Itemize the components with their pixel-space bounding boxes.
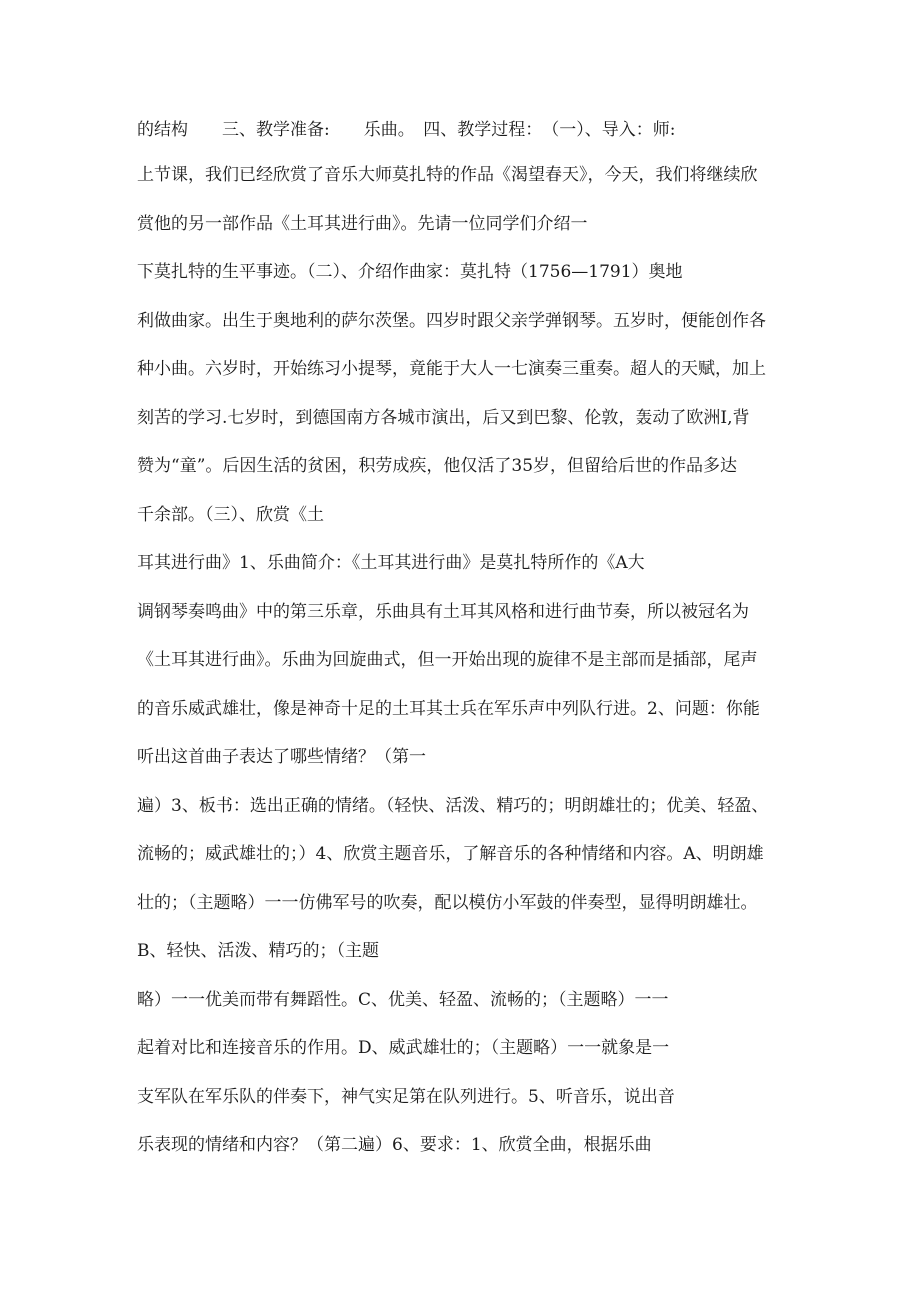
text-line: 利做曲家。出生于奥地利的萨尔茨堡。四岁时跟父亲学弹钢琴。五岁时，便能创作各 [137,311,766,331]
text-line: B、轻快、活泼、精巧的；（主题 [137,941,379,961]
text-line: 《土耳其进行曲》。乐曲为回旋曲式，但一开始出现的旋律不是主部而是插部，尾声 [137,650,758,670]
text-line: 赞为“童”。后因生活的贫困，积劳成疾，他仅活了35岁，但留给后世的作品多达 [137,456,738,476]
text-line: 支军队在军乐队的伴奏下，神气实足第在队列进行。5、听音乐，说出音 [137,1087,675,1107]
text-line: 乐表现的情绪和内容？（第二遍）6、要求：1、欣赏全曲，根据乐曲 [137,1135,652,1155]
text-line: 的结构 三、教学准备: 乐曲。 四、教学过程： （一）、导入：师: [137,120,676,140]
text-line: 遍）3、板书：选出正确的情绪。（轻快、活泼、精巧的；明朗雄壮的；优美、轻盈、 [137,796,769,816]
text-line: 听出这首曲子表达了哪些情绪？（第一 [137,747,426,767]
text-line: 的音乐威武雄壮，像是神奇十足的土耳其士兵在军乐声中列队行进。2、问题：你能 [137,699,760,719]
text-line: 耳其进行曲》1、乐曲简介：《土耳其进行曲》是莫扎特所作的《A大 [137,553,645,573]
text-line: 壮的；（主题略）一一仿佛军号的吹奏，配以模仿小军鼓的伴奏型，显得明朗雄壮。 [137,893,758,913]
text-line: 调钢琴奏鸣曲》中的第三乐章，乐曲具有土耳其风格和进行曲节奏，所以被冠名为 [137,602,749,622]
text-line: 流畅的；威武雄壮的；）4、欣赏主题音乐，了解音乐的各种情绪和内容。A、明朗雄 [137,844,764,864]
text-line: 下莫扎特的生平事迹。（二）、介绍作曲家：莫扎特（1756—1791）奥地 [137,262,683,282]
text-line: 赏他的另一部作品《土耳其进行曲》。先请一位同学们介绍一 [137,214,588,234]
text-line: 刻苦的学习.七岁时，到德国南方各城市演出，后又到巴黎、伦敦，轰动了欧洲I,背 [137,408,750,428]
text-line: 起着对比和连接音乐的作用。D、威武雄壮的；（主题略）一一就象是一 [137,1038,670,1058]
text-line: 上节课，我们已经欣赏了音乐大师莫扎特的作品《渴望春天》，今天，我们将继续欣 [137,165,758,185]
text-line: 千余部。（三）、欣赏《土 [137,505,324,525]
text-line: 略）一一优美而带有舞蹈性。C、优美、轻盈、流畅的；（主题略）一一 [137,990,669,1010]
text-line: 种小曲。六岁时，开始练习小提琴，竟能于大人一七演奏三重奏。超人的天赋，加上 [137,359,766,379]
